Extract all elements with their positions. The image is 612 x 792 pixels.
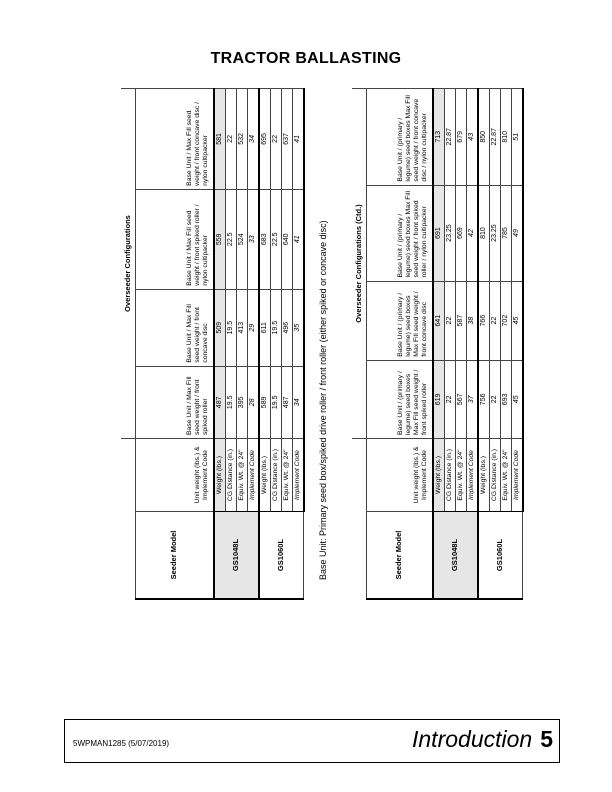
row-label: CG Distance (in.) (489, 439, 500, 512)
table-row (433, 89, 445, 600)
value-cell: 34 (247, 89, 259, 190)
table-row (259, 89, 271, 600)
value-cell: 43 (466, 89, 478, 186)
config-header: Base Unit / (primary / legume) seed boxes Max Fill seed weight / front concave disc (367, 281, 433, 360)
value-cell: 413 (236, 289, 247, 366)
value-cell: 695 (259, 89, 271, 190)
config-header: Base Unit / Max Fill seed weight / front spiked roller (136, 366, 214, 438)
value-cell: 29 (247, 289, 259, 366)
row-label: CG Distance (in.) (444, 439, 455, 512)
value-cell: 49 (511, 185, 523, 281)
value-cell: 33 (247, 189, 259, 289)
value-cell: 41 (292, 189, 304, 289)
value-cell: 22 (489, 281, 500, 360)
row-label: Implement Code (247, 439, 259, 512)
row-label: Weight (lbs.) (214, 439, 226, 512)
unit-weight-header: Unit weight (lbs.) & Implement Code (367, 439, 433, 512)
row-label: CG Distance (in.) (225, 439, 236, 512)
value-cell: 850 (478, 89, 490, 186)
value-cell: 45 (511, 360, 523, 438)
config-header: Base Unit / Max Fill seed weight / front concave disc / nylon cultipacker (136, 89, 214, 190)
value-cell: 532 (236, 89, 247, 190)
config-header: Base Unit / Max Fill seed weight / front concave disc (136, 289, 214, 366)
footer-section-title (412, 726, 553, 753)
config-header: Base Unit / (primary / legume) seed boxes Max Fill seed weight / front concave disc / nylon cultipacker (367, 89, 433, 186)
value-cell: 41 (292, 89, 304, 190)
value-cell: 22.5 (225, 189, 236, 289)
row-label: Weight (lbs.) (433, 439, 445, 512)
table-2-super-header: Overseeder Configurations (Ctd.) (352, 89, 367, 439)
value-cell: 691 (433, 185, 445, 281)
config-header: Base Unit / (primary / legume) seed boxes Max Fill seed weight / front spiked roller (367, 360, 433, 438)
value-cell: 581 (214, 89, 226, 190)
value-cell: 693 (500, 360, 511, 438)
value-cell: 22 (444, 281, 455, 360)
seeder-model-header: Seeder Model (136, 512, 214, 600)
value-cell: 22.5 (270, 189, 281, 289)
value-cell: 785 (500, 185, 511, 281)
page-footer (64, 719, 560, 763)
value-cell: 496 (281, 289, 292, 366)
value-cell: 637 (281, 89, 292, 190)
config-header: Base Unit / Max Fill seed weight / front spiked roller / nylon cultipacker (136, 189, 214, 289)
value-cell: 810 (500, 89, 511, 186)
seeder-model-cell: GS1060L (259, 512, 304, 600)
seeder-model-cell: GS1048L (433, 512, 478, 600)
value-cell: 38 (466, 281, 478, 360)
config-header: Base Unit / (primary / legume) seed boxes Max Fill seed weight / front spiked roller / nylon cultipacker (367, 185, 433, 281)
row-label: Equiv. Wt. @ 24" (500, 439, 511, 512)
value-cell: 23.25 (489, 185, 500, 281)
value-cell: 42 (466, 185, 478, 281)
value-cell: 619 (433, 360, 445, 438)
value-cell: 34 (292, 366, 304, 438)
table-row (478, 89, 490, 600)
table-row (214, 89, 226, 600)
value-cell: 45 (511, 281, 523, 360)
value-cell: 669 (455, 185, 466, 281)
row-label: Implement Code (292, 439, 304, 512)
row-label: Weight (lbs.) (259, 439, 271, 512)
value-cell: 22 (270, 89, 281, 190)
value-cell: 756 (478, 360, 490, 438)
value-cell: 19.5 (270, 366, 281, 438)
seeder-model-cell: GS1060L (478, 512, 523, 600)
row-label: Equiv. Wt. @ 24" (455, 439, 466, 512)
value-cell: 22.87 (444, 89, 455, 186)
value-cell: 559 (214, 189, 226, 289)
value-cell: 35 (292, 289, 304, 366)
value-cell: 509 (214, 289, 226, 366)
table-1-super-header: Overseeder Configurations (121, 89, 136, 439)
ballast-table-2 (352, 88, 524, 600)
page-title: TRACTOR BALLASTING (210, 50, 402, 67)
value-cell: 22 (444, 360, 455, 438)
row-label: Implement Code (511, 439, 523, 512)
value-cell: 22 (489, 360, 500, 438)
value-cell: 23.25 (444, 185, 455, 281)
seeder-model-header: Seeder Model (367, 512, 433, 600)
document-code: 5WPMAN1285 (5/07/2019) (73, 739, 170, 748)
row-label: Implement Code (466, 439, 478, 512)
value-cell: 51 (511, 89, 523, 186)
value-cell: 567 (455, 360, 466, 438)
value-cell: 22.87 (489, 89, 500, 186)
value-cell: 683 (259, 189, 271, 289)
row-label: Equiv. Wt. @ 24" (281, 439, 292, 512)
table-2-container (352, 88, 524, 600)
value-cell: 22 (225, 89, 236, 190)
row-label: Weight (lbs.) (478, 439, 490, 512)
value-cell: 19.5 (270, 289, 281, 366)
value-cell: 37 (466, 360, 478, 438)
seeder-model-cell: GS1048L (214, 512, 259, 600)
value-cell: 611 (259, 289, 271, 366)
row-label: Equiv. Wt. @ 24" (236, 439, 247, 512)
value-cell: 679 (455, 89, 466, 186)
base-unit-note: Base Unit: Primary seed box/spiked drive roller / front roller (either spiked or concave disc) (318, 220, 328, 580)
value-cell: 19.5 (225, 366, 236, 438)
value-cell: 589 (259, 366, 271, 438)
value-cell: 28 (247, 366, 259, 438)
ballast-table-1 (121, 88, 305, 600)
value-cell: 587 (455, 281, 466, 360)
value-cell: 766 (478, 281, 490, 360)
value-cell: 487 (281, 366, 292, 438)
table-1-container (121, 88, 305, 600)
value-cell: 713 (433, 89, 445, 186)
section-name: Introduction (412, 726, 533, 752)
value-cell: 19.5 (225, 289, 236, 366)
value-cell: 524 (236, 189, 247, 289)
page-number: 5 (540, 726, 553, 752)
value-cell: 702 (500, 281, 511, 360)
value-cell: 640 (281, 189, 292, 289)
value-cell: 395 (236, 366, 247, 438)
row-label: CG Distance (in.) (270, 439, 281, 512)
value-cell: 487 (214, 366, 226, 438)
unit-weight-header: Unit weight (lbs.) & Implement Code (136, 439, 214, 512)
value-cell: 810 (478, 185, 490, 281)
value-cell: 641 (433, 281, 445, 360)
